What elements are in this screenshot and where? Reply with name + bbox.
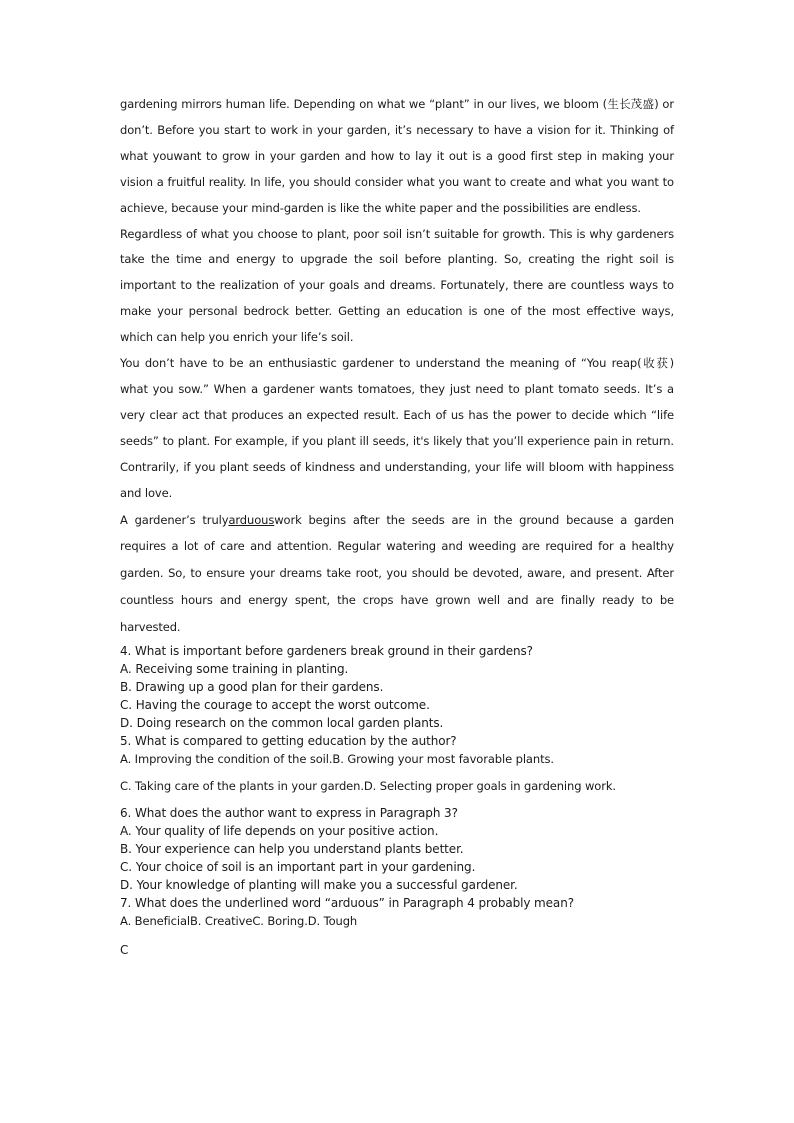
paragraph-4-start: A gardener’s truly	[120, 512, 229, 527]
answer-letter: C	[120, 943, 129, 958]
question-6-option-b: B. Your experience can help you understand plants better.	[120, 842, 464, 857]
question-6-option-d: D. Your knowledge of planting will make you a successful gardener.	[120, 878, 518, 893]
question-list	[120, 642, 674, 930]
question-5-options-cd: C. Taking care of the plants in your garden.D. Selecting proper goals in gardening work.	[120, 779, 616, 794]
document-page	[120, 92, 674, 971]
question-7-options: A. BeneficialB. CreativeC. Boring.D. Tough	[120, 914, 358, 929]
paragraph-4	[120, 507, 674, 642]
question-5-stem: 5. What is compared to getting education by the author?	[120, 734, 457, 749]
paragraph-4-rest: work begins after the seeds are in the ground because a garden requires a lot of care and attention. Regular watering and weeding are required for a healthy garden. So, to ensure your dreams take root, you should be devoted, aware, and present. After countless hours and energy spent, the crops have grown well and are finally ready to be harvested.	[120, 512, 674, 635]
question-6-stem: 6. What does the author want to express in Paragraph 3?	[120, 806, 458, 821]
question-4-stem: 4. What is important before gardeners break ground in their gardens?	[120, 644, 533, 659]
underlined-word: arduous	[228, 512, 275, 527]
question-4-option-b: B. Drawing up a good plan for their gardens.	[120, 680, 384, 695]
question-4-option-d: D. Doing research on the common local garden plants.	[120, 716, 444, 731]
question-7-stem: 7. What does the underlined word “arduous” in Paragraph 4 probably mean?	[120, 896, 574, 911]
paragraph-2: Regardless of what you choose to plant, poor soil isn’t suitable for growth. This is why gardeners take the time and energy to upgrade the soil before planting. So, creating the right soil is important to the realization of your goals and dreams. Fortunately, there are countless ways to make your personal bedrock better. Getting an education is one of the most effective ways, which can help you enrich your life’s soil.	[120, 226, 674, 345]
paragraph-3: You don’t have to be an enthusiastic gardener to understand the meaning of “You reap(收获) what you sow.” When a gardener wants tomatoes, they just need to plant tomato seeds. It’s a very clear act that produces an expected result. Each of us has the power to decide which “life seeds” to plant. For example, if you plant ill seeds, it's likely that you’ll experience pain in return. Contrarily, if you plant seeds of kindness and understanding, your life will bloom with happiness and love.	[120, 356, 674, 500]
question-6-option-a: A. Your quality of life depends on your positive action.	[120, 824, 439, 839]
question-5-options-ab: A. Improving the condition of the soil.B. Growing your most favorable plants.	[120, 752, 554, 767]
question-4-option-c: C. Having the courage to accept the worst outcome.	[120, 698, 430, 713]
question-6-option-c: C. Your choice of soil is an important part in your gardening.	[120, 860, 476, 875]
paragraph-1: gardening mirrors human life. Depending on what we “plant” in our lives, we bloom (生长茂盛) or don’t. Before you start to work in your garden, it’s necessary to have a vision for it. Thinking of what youwant to grow in your garden and how to lay it out is a good first step in making your vision a fruitful reality. In life, you should consider what you want to create and what you want to achieve, because your mind-garden is like the white paper and the possibilities are endless.	[120, 97, 674, 215]
question-4-option-a: A. Receiving some training in planting.	[120, 662, 349, 677]
